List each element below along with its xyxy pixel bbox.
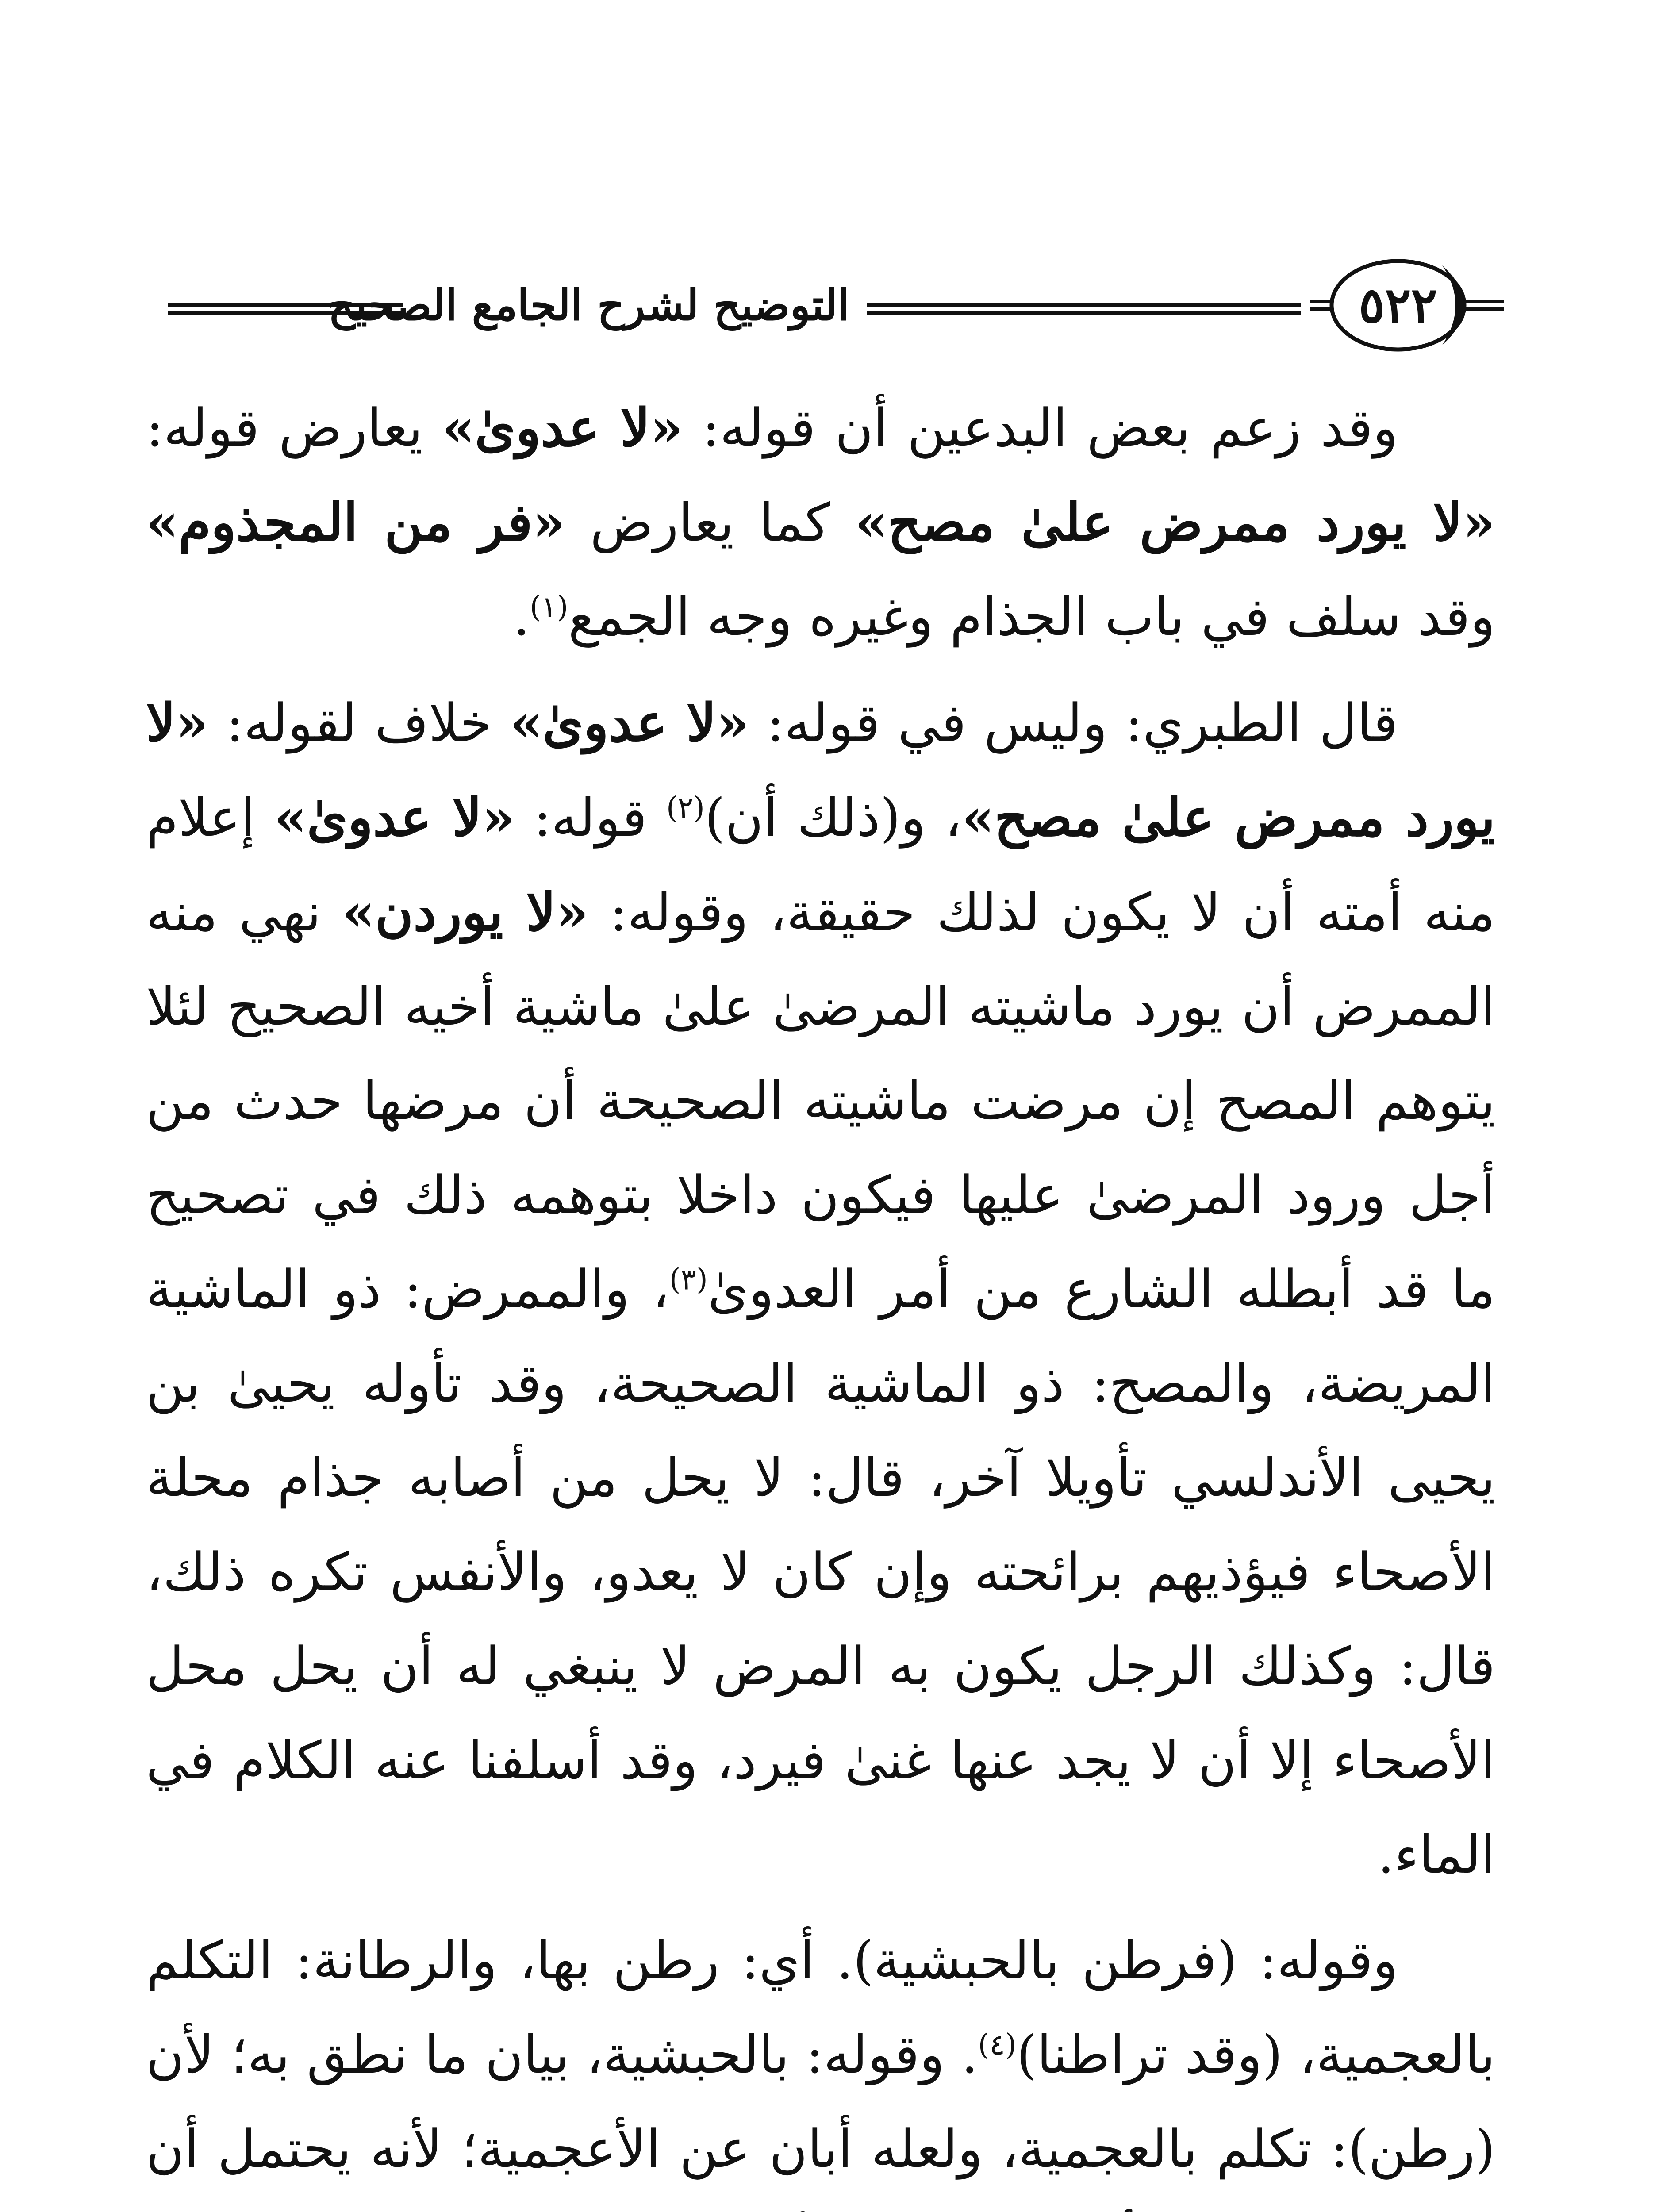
text-run: وقد سلف في باب الجذام وغيره وجه الجمع <box>568 586 1495 647</box>
footnote-ref: (٢) <box>666 791 705 825</box>
page-number-ornament <box>1310 248 1504 363</box>
text-run: إعلام منه أمته أن لا يكون لذلك حقيقة، وقوله: <box>146 787 1496 943</box>
paragraph-3 <box>146 1913 1495 2212</box>
text-run: وقد زعم بعض البدعين أن قوله: <box>683 397 1398 458</box>
page-number: ٥٢٢ <box>1359 276 1437 334</box>
header-rule-right <box>867 303 1301 315</box>
hadith-quote: «لا يورد ممرض علىٰ مصح» <box>146 692 1496 848</box>
main-text <box>146 380 1495 2212</box>
book-title: التوضيح لشرح الجامع الصحيح <box>328 280 849 330</box>
text-run: ، و(ذلك أن) <box>704 787 962 848</box>
text-run: وقوله: (فرطن بالحبشية). أي: رطن بها، والرطانة: التكلم بالعجمية، (وقد تراطنا) <box>146 1930 1495 2085</box>
hadith-quote: «لا عدوىٰ» <box>274 787 515 848</box>
text-run: قال الطبري: وليس في قوله: <box>749 692 1398 753</box>
text-run: كما يعارض <box>565 492 855 553</box>
text-run: ، والممرض: ذو الماشية المريضة، والمصح: ذو الماشية الصحيحة، وقد تأوله يحيىٰ بن يحيى الأندلسي تأويلا آخر، قال: لا يحل من أصابه جذام محلة الأصحاء فيؤذيهم برائحته وإن كان لا يعدو، والأنفس تكره ذلك، قال: وكذلك الرجل يكون به المرض لا ينبغي له أن يحل محل الأصحاء إلا أن لا يجد عنها غنىٰ فيرد، وقد أسلفنا عنه الكلام في الماء. <box>146 1259 1495 1885</box>
text-run: . <box>513 586 530 647</box>
paragraph-2 <box>146 676 1495 1902</box>
hadith-quote: «لا يورد ممرض علىٰ مصح» <box>855 492 1495 553</box>
text-run: خلاف لقوله: <box>208 692 510 753</box>
text-run: . وقوله: بالحبشية، بيان ما نطق به؛ لأن (رطن): تكلم بالعجمية، ولعله أبان عن الأعجمية؛ لأنه يحتمل أن <box>146 2024 1495 2179</box>
hadith-quote: «لا عدوىٰ» <box>442 397 683 458</box>
text-run: يعارض قوله: <box>146 397 442 458</box>
page-header <box>133 248 1509 363</box>
paragraph-1 <box>146 380 1495 664</box>
footnote-ref: (٤) <box>978 2028 1017 2062</box>
hadith-quote: «لا يوردن» <box>342 881 589 943</box>
text-run: نهي منه الممرض أن يورد ماشيته المرضىٰ علىٰ ماشية أخيه الصحيح لئلا يتوهم المصح إن مرضت ماشيته الصحيحة أن مرضها حدث من أجل ورود المرضىٰ عليها فيكون داخلا بتوهمه ذلك في تصحيح ما قد أبطله الشارع من أمر العدوىٰ <box>146 882 1496 1320</box>
footnote-ref: (١) <box>530 590 568 624</box>
text-run: قوله: <box>515 787 666 848</box>
hadith-quote: «فر من المجذوم» <box>146 492 565 553</box>
footnote-ref: (٣) <box>669 1262 708 1297</box>
hadith-quote: «لا عدوىٰ» <box>510 692 749 753</box>
